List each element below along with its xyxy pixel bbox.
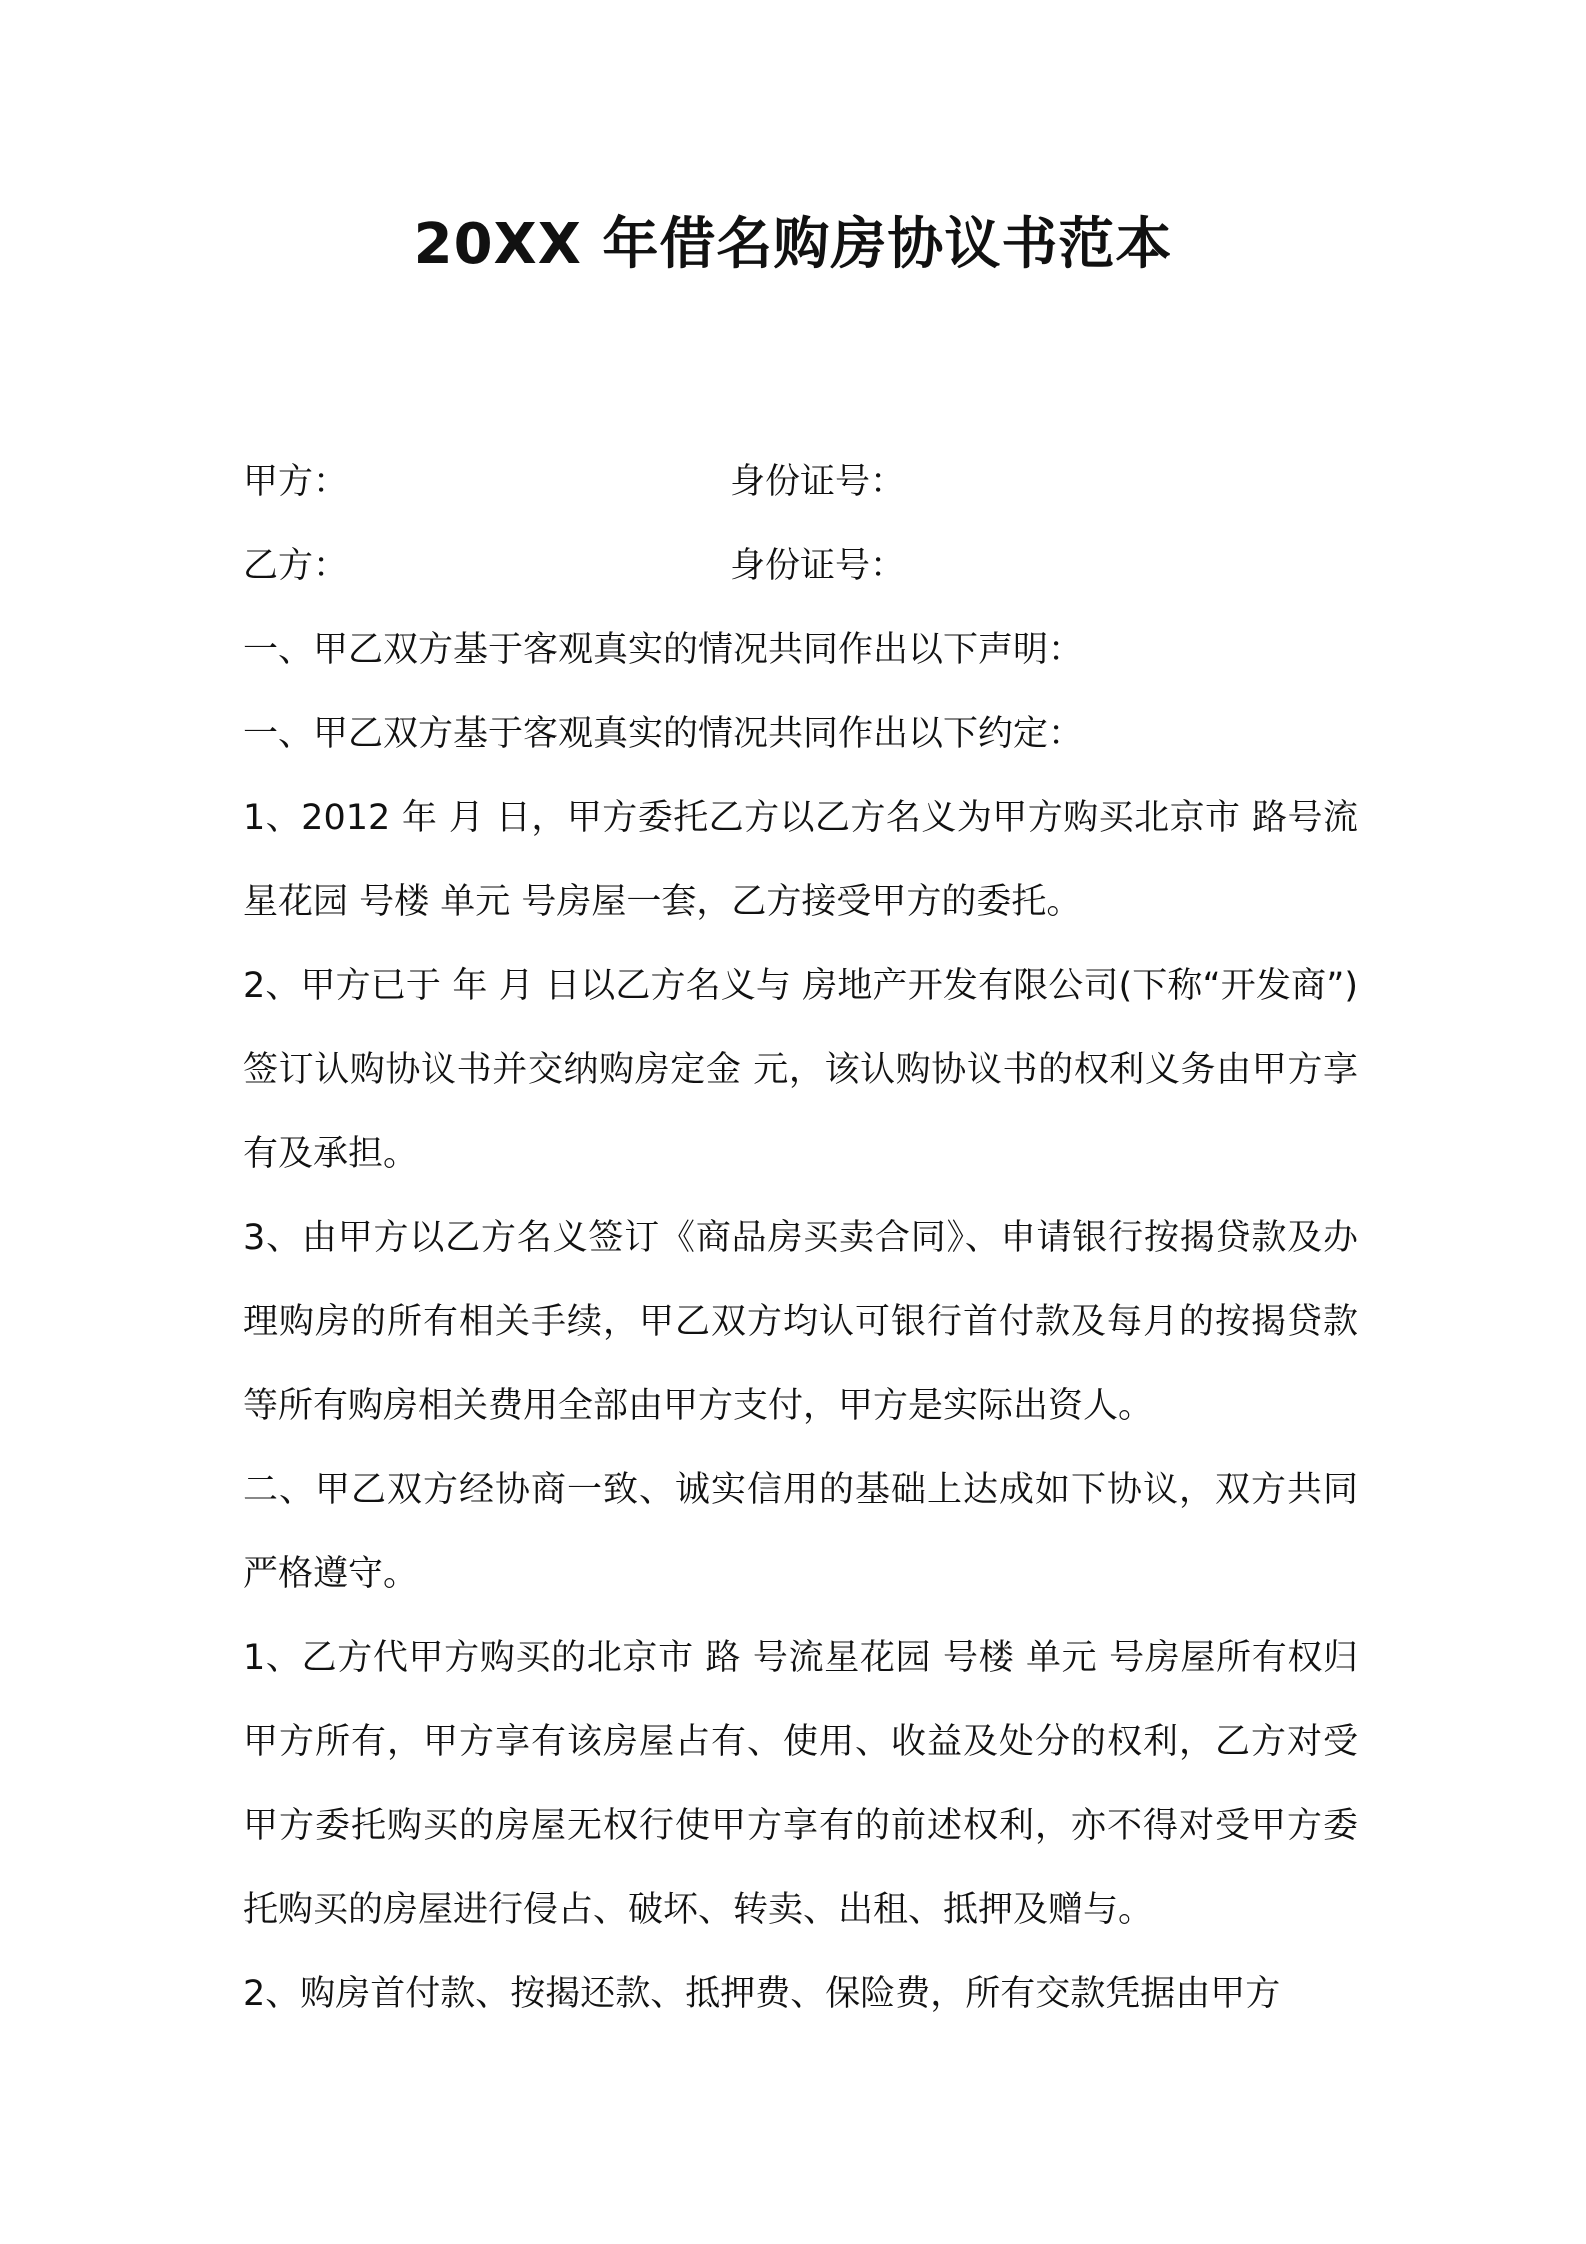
document-body <box>243 440 1358 2036</box>
clause-paragraph: 1、乙方代甲方购买的北京市 路 号流星花园 号楼 单元 号房屋所有权归甲方所有，甲方享有该房屋占有、使用、收益及处分的权利，乙方对受甲方委托购买的房屋无权行使甲方享有的前述权利，亦不得对受甲方委托购买的房屋进行侵占、破坏、转卖、出租、抵押及赠与。 <box>243 1638 1358 1930</box>
clause-paragraph: 1、2012 年 月 日，甲方委托乙方以乙方名义为甲方购买北京市 路号流星花园 号楼 单元 号房屋一套，乙方接受甲方的委托。 <box>243 798 1358 922</box>
party-b-id-label: 身份证号： <box>730 546 906 586</box>
clause-paragraph: 3、由甲方以乙方名义签订《商品房买卖合同》、申请银行按揭贷款及办理购房的所有相关手续，甲乙双方均认可银行首付款及每月的按揭贷款等所有购房相关费用全部由甲方支付，甲方是实际出资人。 <box>243 1218 1358 1426</box>
section-heading: 二、甲乙双方经协商一致、诚实信用的基础上达成如下协议，双方共同严格遵守。 <box>243 1470 1358 1594</box>
party-b-row <box>243 524 1358 608</box>
document-title: 20XX 年借名购房协议书范本 <box>413 212 1173 277</box>
clause-paragraph: 2、甲方已于 年 月 日以乙方名义与 房地产开发有限公司(下称“开发商”)签订认购协议书并交纳购房定金 元，该认购协议书的权利义务由甲方享有及承担。 <box>243 966 1358 1174</box>
clause-paragraph: 2、购房首付款、按揭还款、抵押费、保险费，所有交款凭据由甲方 <box>243 1974 1281 2014</box>
party-a-id-label: 身份证号： <box>730 462 906 502</box>
declaration-heading: 一、甲乙双方基于客观真实的情况共同作出以下声明： <box>243 630 1084 670</box>
party-a-label: 甲方： <box>243 462 349 502</box>
party-a-row <box>243 440 1358 524</box>
party-b-label: 乙方： <box>243 546 349 586</box>
agreement-heading: 一、甲乙双方基于客观真实的情况共同作出以下约定： <box>243 714 1084 754</box>
